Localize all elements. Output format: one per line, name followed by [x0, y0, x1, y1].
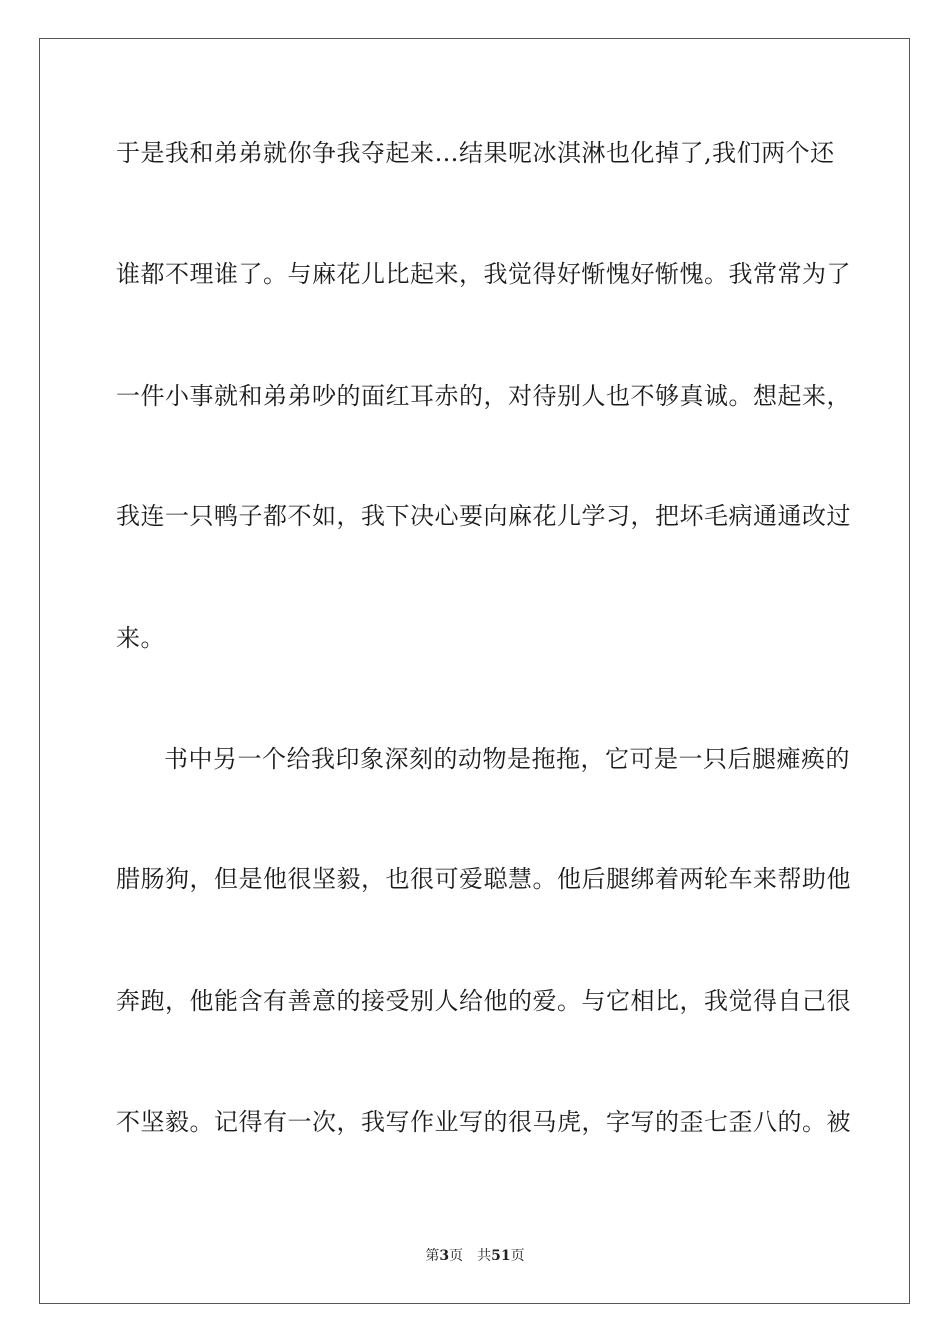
total-prefix: 共 [477, 1248, 492, 1264]
page-current: 3 [439, 1248, 450, 1264]
text-line-8: 奔跑，他能含有善意的接受别人给他的爱。与它相比，我觉得自己很 [116, 987, 851, 1015]
page-total: 51 [491, 1248, 511, 1264]
page-footer [0, 1247, 950, 1265]
text-line-7: 腊肠狗，但是他很坚毅，也很可爱聪慧。他后腿绑着两轮车来帮助他 [116, 865, 851, 893]
page-prefix: 第 [425, 1248, 440, 1264]
text-line-6-paragraph-start: 书中另一个给我印象深刻的动物是拖拖，它可是一只后腿瘫痪的 [164, 745, 850, 773]
total-suffix: 页 [510, 1248, 525, 1264]
text-line-5: 来。 [116, 624, 165, 652]
text-line-2: 谁都不理谁了。与麻花儿比起来，我觉得好惭愧好惭愧。我常常为了 [116, 260, 851, 288]
page-suffix: 页 [449, 1248, 464, 1264]
text-line-1: 于是我和弟弟就你争我夺起来…结果呢冰淇淋也化掉了,我们两个还 [116, 139, 835, 167]
text-line-9: 不坚毅。记得有一次，我写作业写的很马虎，字写的歪七歪八的。被 [116, 1108, 851, 1136]
text-line-3: 一件小事就和弟弟吵的面红耳赤的，对待别人也不够真诚。想起来， [116, 382, 851, 410]
text-line-4: 我连一只鸭子都不如，我下决心要向麻花儿学习，把坏毛病通通改过 [116, 502, 851, 530]
